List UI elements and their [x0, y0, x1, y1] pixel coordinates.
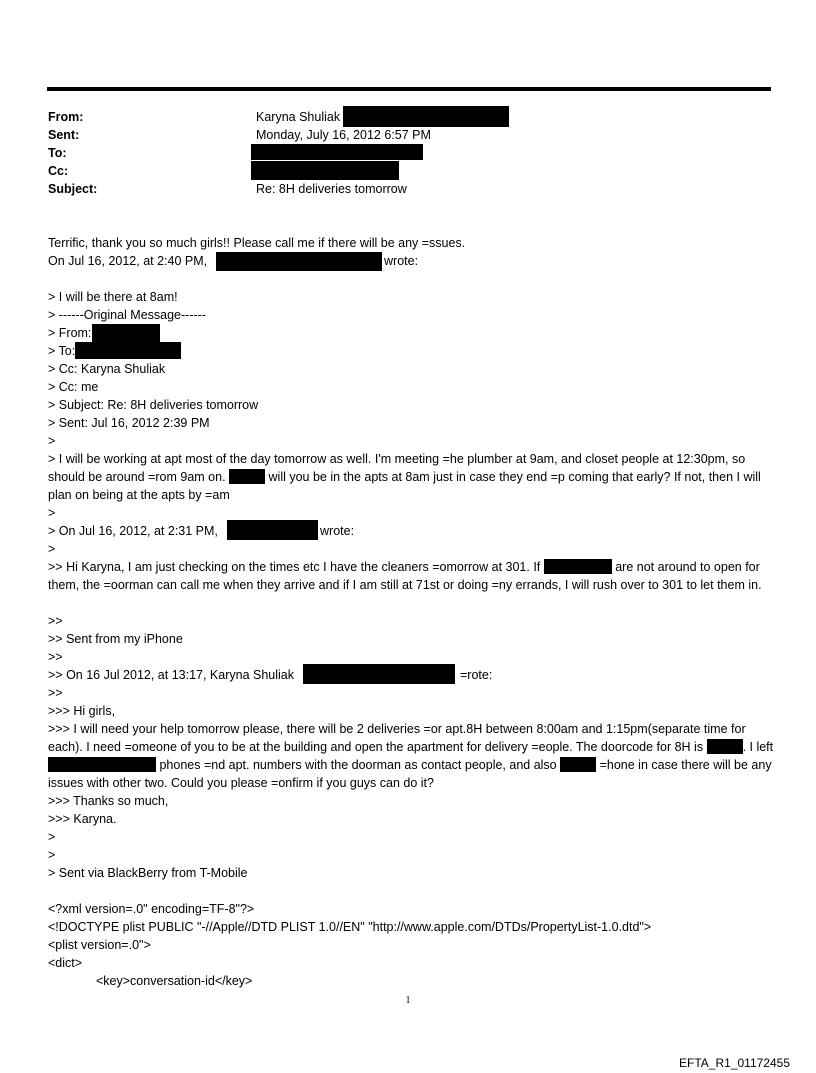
body-line: > [48, 434, 56, 448]
header-rule [47, 87, 771, 91]
to-label: To: [48, 146, 67, 160]
body-line: > To: [48, 344, 76, 358]
body-paragraph [48, 558, 774, 594]
redaction-box [92, 324, 160, 342]
redaction-box [251, 144, 423, 160]
redaction-box [707, 739, 743, 754]
paragraph-text: =hone in case there will be any issues with other two. Could you please =onfirm if you guys can do it? [48, 758, 772, 790]
xml-line: <?xml version=.0" encoding=TF-8"?> [48, 902, 255, 916]
xml-line: <dict> [48, 956, 83, 970]
body-line: > [48, 830, 56, 844]
xml-line: <plist version=.0"> [48, 938, 151, 952]
redaction-box [216, 252, 382, 271]
body-line: >>> Hi girls, [48, 704, 116, 718]
redaction-box [229, 469, 265, 484]
body-line: > Cc: Karyna Shuliak [48, 362, 166, 376]
body-line: wrote: [320, 524, 355, 538]
body-paragraph [48, 450, 774, 504]
body-line: =rote: [460, 668, 493, 682]
redaction-box [75, 342, 181, 359]
body-line: > Sent: Jul 16, 2012 2:39 PM [48, 416, 210, 430]
body-line: > ------Original Message------ [48, 308, 206, 322]
body-line: Terrific, thank you so much girls!! Please call me if there will be any =ssues. [48, 236, 466, 250]
sent-label: Sent: [48, 128, 80, 142]
redaction-box [303, 664, 455, 684]
redaction-box [560, 757, 596, 772]
body-line: >>> Karyna. [48, 812, 117, 826]
body-line: >> Sent from my iPhone [48, 632, 183, 646]
paragraph-text: will you be in the apts at 8am just in case they end =p coming that early? If not, then I will plan on being at the apts by =am [48, 470, 761, 502]
paragraph-text: are not around to open for them, the =oorman can call me when they arrive and if I am still at 71st or doing =ny errands, I will rush over to 301 to let them in. [48, 560, 762, 592]
subject-label: Subject: [48, 182, 98, 196]
redaction-box [48, 757, 156, 772]
body-line: >> [48, 686, 63, 700]
body-line: > On Jul 16, 2012, at 2:31 PM, [48, 524, 218, 538]
from-label: From: [48, 110, 84, 124]
redaction-box [227, 520, 318, 540]
body-line: > Sent via BlackBerry from T-Mobile [48, 866, 248, 880]
paragraph-text: phones =nd apt. numbers with the doorman as contact people, and also [159, 758, 557, 772]
xml-line: <!DOCTYPE plist PUBLIC "-//Apple//DTD PLIST 1.0//EN" "http://www.apple.com/DTDs/PropertyList-1.0.dtd"> [48, 920, 652, 934]
page-number: 1 [405, 995, 411, 1006]
body-line: wrote: [384, 254, 419, 268]
paragraph-text: > I will be working at apt most of the day tomorrow as well. I'm meeting =he plumber at 9am, and closet people at 12:30pm, so should be around =rom 9am on. [48, 452, 746, 484]
body-line: >> On 16 Jul 2012, at 13:17, Karyna Shuliak [48, 668, 295, 682]
redaction-box [343, 106, 509, 127]
body-line: > Cc: me [48, 380, 99, 394]
body-line: >>> Thanks so much, [48, 794, 169, 808]
body-paragraph [48, 720, 774, 792]
body-line: > [48, 542, 56, 556]
paragraph-text: . I left [742, 740, 774, 754]
from-value: Karyna Shuliak [256, 110, 341, 124]
body-line: > I will be there at 8am! [48, 290, 178, 304]
body-line: > Subject: Re: 8H deliveries tomorrow [48, 398, 259, 412]
paragraph-text: >>> I will need your help tomorrow please, there will be 2 deliveries =or apt.8H between 8:00am and 1:15pm(separate time for each). I need =omeone of you to be at the building and open the apartment for delivery =eople. The doorcode for 8H is [48, 722, 746, 754]
body-line: > From: [48, 326, 92, 340]
xml-line: <key>conversation-id</key> [96, 974, 253, 988]
body-line: > [48, 848, 56, 862]
document-id: EFTA_R1_01172455 [679, 1056, 790, 1070]
subject-value: Re: 8H deliveries tomorrow [256, 182, 407, 196]
cc-label: Cc: [48, 164, 69, 178]
body-line: >> [48, 650, 63, 664]
redaction-box [251, 161, 399, 180]
paragraph-text: >> Hi Karyna, I am just checking on the times etc I have the cleaners =omorrow at 301. If [48, 560, 541, 574]
body-line: >> [48, 614, 63, 628]
body-line: On Jul 16, 2012, at 2:40 PM, [48, 254, 208, 268]
redaction-box [544, 559, 612, 574]
body-line: > [48, 506, 56, 520]
sent-value: Monday, July 16, 2012 6:57 PM [256, 128, 431, 142]
